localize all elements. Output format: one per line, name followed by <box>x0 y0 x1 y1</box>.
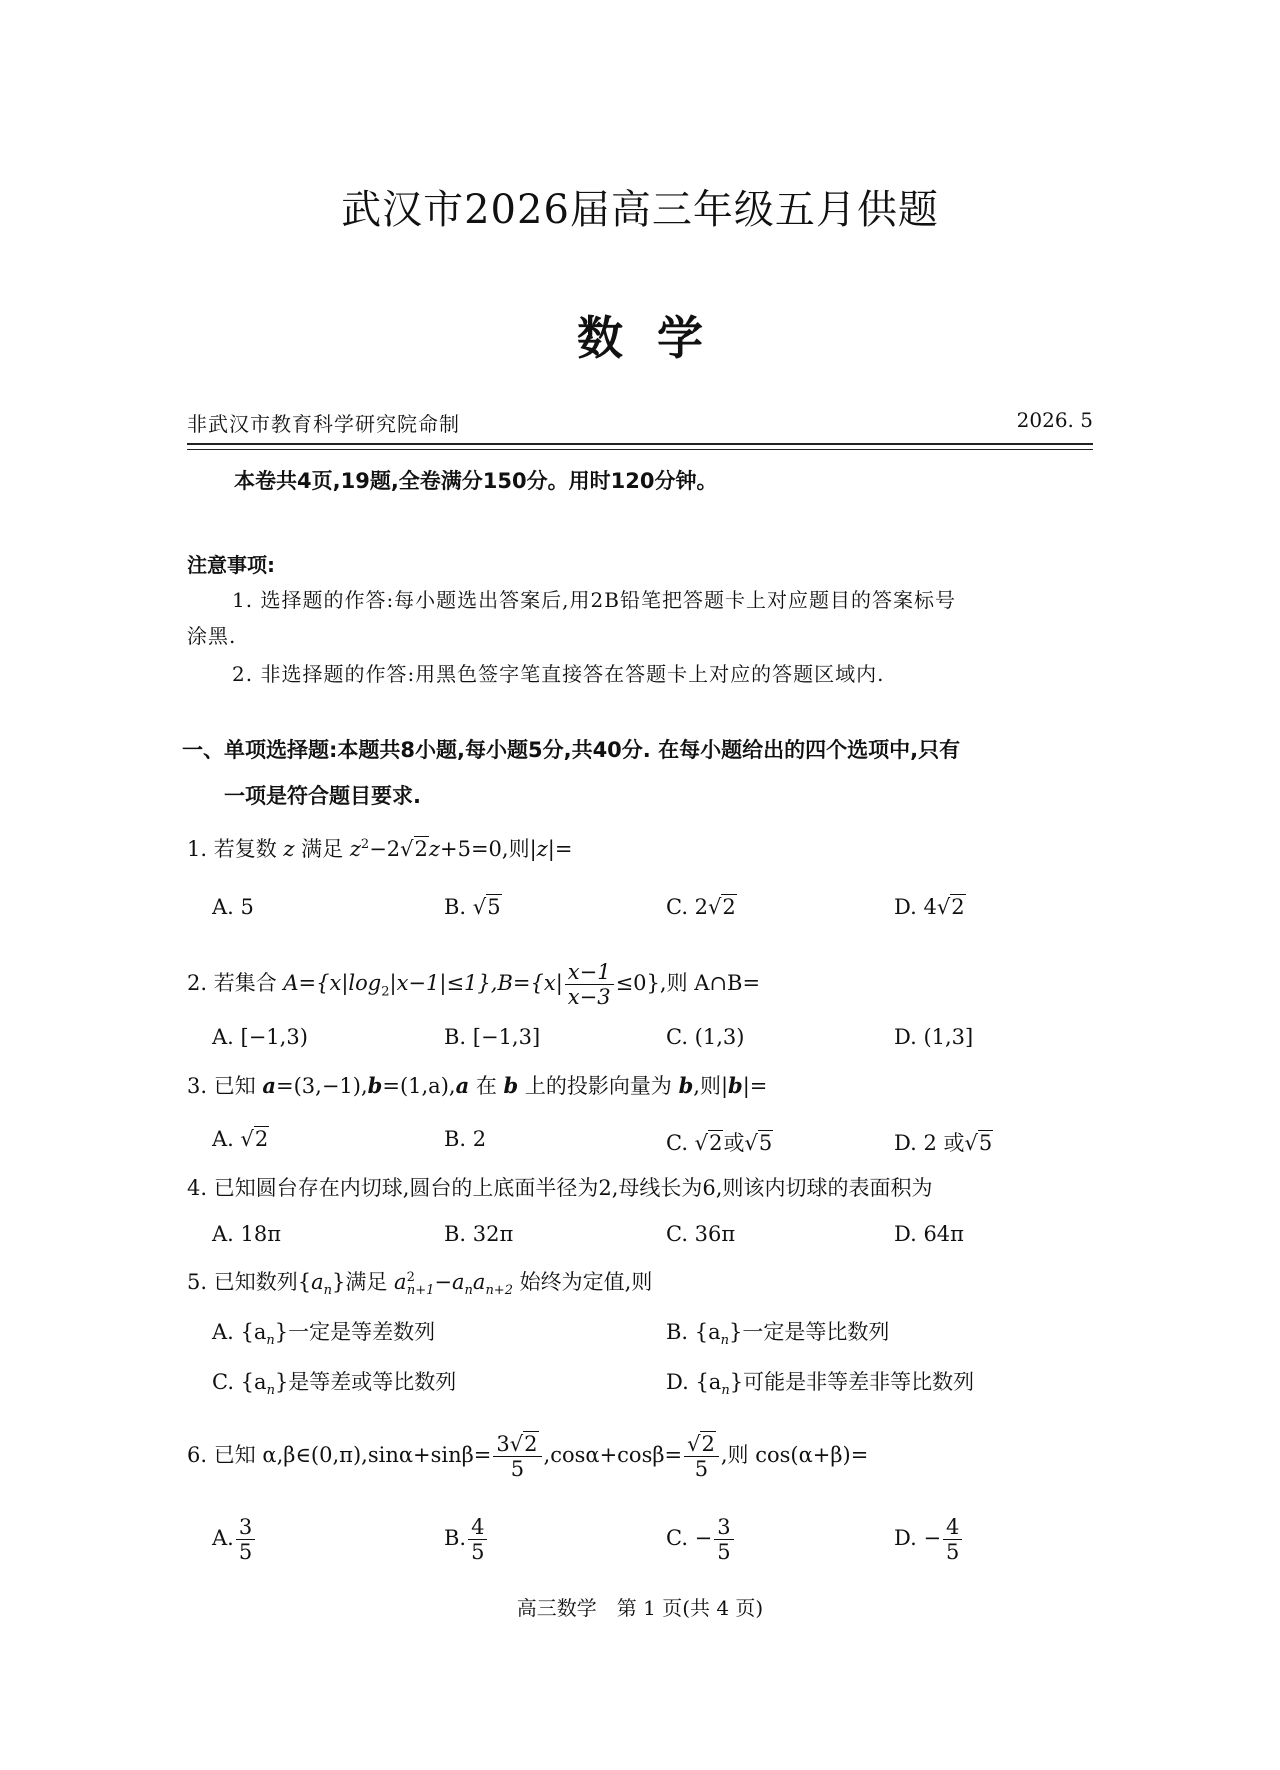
q4-option-b: B. 32π <box>444 1222 514 1246</box>
q4-option-a: A. 18π <box>212 1222 282 1246</box>
q4-option-c: C. 36π <box>666 1222 736 1246</box>
q2-option-d: D. (1,3] <box>894 1025 974 1049</box>
question-3: 3. 已知 a=(3,−1),b=(1,a),a 在 b 上的投影向量为 b,则|b|= <box>187 1073 768 1098</box>
q1-option-c: C. 2√2 <box>666 895 736 919</box>
q3-option-b: B. 2 <box>444 1127 487 1151</box>
q6-option-d: D. − $\frac{4}{5}$ <box>894 1515 964 1564</box>
question-4: 4. 已知圆台存在内切球,圆台的上底面半径为2,母线长为6,则该内切球的表面积为 <box>187 1176 933 1200</box>
q1-option-b: B. √5 <box>444 895 501 919</box>
section-heading-cont: 一项是符合题目要求. <box>224 784 421 808</box>
issuer-text: 非武汉市教育科学研究院命制 <box>187 412 460 436</box>
q2-option-b: B. [−1,3] <box>444 1025 541 1049</box>
q5-option-a: A. $\{a_n\}$一定是等差数列 <box>212 1320 436 1349</box>
exam-title: 武汉市2026届高三年级五月供题 <box>341 187 939 233</box>
question-6: 6. 已知 α,β∈(0,π),sinα+sinβ= $\frac{3√2}{5}$ ,cosα+cosβ= $\frac{√2}{5}$ ,则 cos(α+β)= <box>187 1432 869 1482</box>
q5-option-b: B. $\{a_n\}$一定是等比数列 <box>666 1320 890 1349</box>
q3-option-d: D. 2 或√5 <box>894 1131 993 1155</box>
q3-option-a: A. √2 <box>212 1127 269 1151</box>
notice-item-2: 2. 非选择题的作答:用黑色签字笔直接答在答题卡上对应的答题区域内. <box>232 662 885 686</box>
issue-date: 2026. 5 <box>1016 408 1093 432</box>
header-rule-thin <box>187 449 1093 450</box>
notice-item-1: 1. 选择题的作答:每小题选出答案后,用2B铅笔把答题卡上对应题目的答案标号 <box>232 588 956 612</box>
issuer-line <box>187 408 1093 444</box>
exam-intro: 本卷共4页,19题,全卷满分150分。用时120分钟。 <box>234 469 718 493</box>
question-1: 1. 若复数 z 满足 $z^2-2√2z+5=0$,则|z|= <box>187 837 573 861</box>
q1-option-a: A. 5 <box>212 895 254 919</box>
q6-option-a: A. $\frac{3}{5}$ <box>212 1515 257 1564</box>
question-5: 5. 已知数列$\{a_n\}$满足 $a^2_{n+1}-a_na_{n+2}$ 始终为定值,则 <box>187 1270 653 1299</box>
q2-option-c: C. (1,3) <box>666 1025 745 1049</box>
q2-option-a: A. [−1,3) <box>212 1025 308 1049</box>
subject-title: 数学 <box>577 311 737 365</box>
q5-option-c: C. $\{a_n\}$是等差或等比数列 <box>212 1370 457 1399</box>
header-rule-thick <box>187 443 1093 445</box>
q6-option-b: B. $\frac{4}{5}$ <box>444 1515 489 1564</box>
notice-title: 注意事项: <box>187 553 275 577</box>
q4-option-d: D. 64π <box>894 1222 964 1246</box>
q3-option-c: C. √2或√5 <box>666 1131 773 1155</box>
notice-item-1-cont: 涂黑. <box>187 624 237 648</box>
q1-option-d: D. 4√2 <box>894 895 965 919</box>
section-heading: 一、单项选择题:本题共8小题,每小题5分,共40分. 在每小题给出的四个选项中,只有 <box>182 738 961 762</box>
q6-option-c: C. − $\frac{3}{5}$ <box>666 1515 736 1564</box>
page-footer: 高三数学 第 1 页(共 4 页) <box>516 1596 764 1620</box>
question-2: 2. 若集合 $A=\{x|\log_2|x-1|\le 1\},B=\{x|$ $\frac{x-1}{x-3}$ ≤0},则 A∩B= <box>187 960 761 1010</box>
q5-option-d: D. $\{a_n\}$可能是非等差非等比数列 <box>666 1370 975 1399</box>
